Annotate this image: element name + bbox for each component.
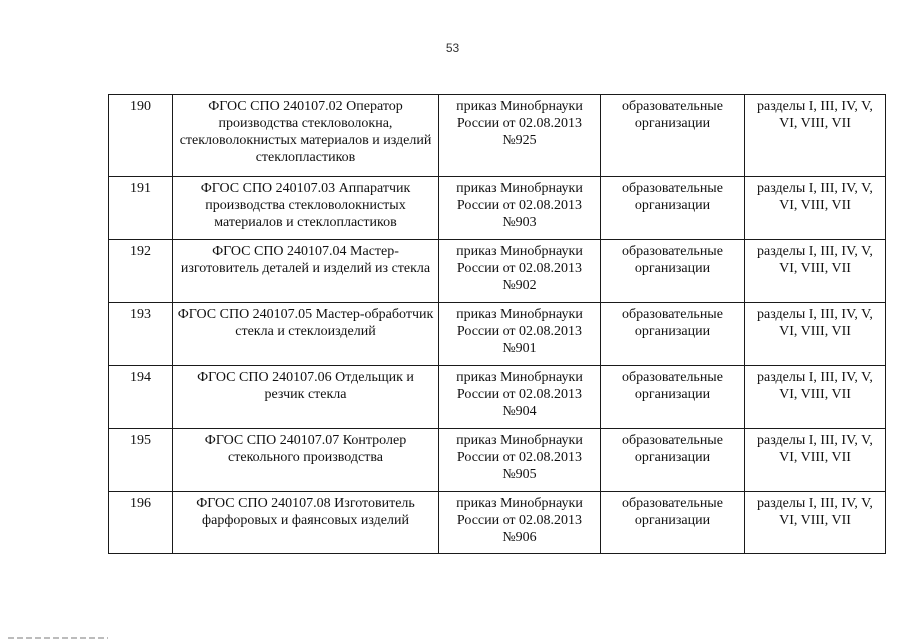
row-number: 193 (109, 303, 173, 366)
table-row (109, 240, 886, 303)
approving-order: приказ Минобрнауки России от 02.08.2013 №901 (439, 303, 601, 366)
table-row (109, 492, 886, 554)
approving-order: приказ Минобрнауки России от 02.08.2013 №925 (439, 95, 601, 177)
standards-table (108, 94, 886, 554)
standard-title: ФГОС СПО 240107.04 Мастер-изготовитель деталей и изделий из стекла (173, 240, 439, 303)
scan-footer-mark (8, 637, 108, 639)
page-number: 53 (445, 41, 460, 55)
table-row (109, 177, 886, 240)
applicable-organizations: образовательные организации (601, 492, 745, 554)
approving-order: приказ Минобрнауки России от 02.08.2013 №906 (439, 492, 601, 554)
applicable-sections: разделы I, III, IV, V, VI, VIII, VII (745, 429, 886, 492)
row-number: 192 (109, 240, 173, 303)
table-row (109, 429, 886, 492)
row-number: 194 (109, 366, 173, 429)
approving-order: приказ Минобрнауки России от 02.08.2013 №902 (439, 240, 601, 303)
standard-title: ФГОС СПО 240107.08 Изготовитель фарфоровых и фаянсовых изделий (173, 492, 439, 554)
standard-title: ФГОС СПО 240107.06 Отдельщик и резчик стекла (173, 366, 439, 429)
applicable-sections: разделы I, III, IV, V, VI, VIII, VII (745, 177, 886, 240)
table-row (109, 95, 886, 177)
applicable-sections: разделы I, III, IV, V, VI, VIII, VII (745, 240, 886, 303)
applicable-organizations: образовательные организации (601, 177, 745, 240)
table-row (109, 366, 886, 429)
standard-title: ФГОС СПО 240107.07 Контролер стекольного производства (173, 429, 439, 492)
row-number: 195 (109, 429, 173, 492)
applicable-organizations: образовательные организации (601, 95, 745, 177)
approving-order: приказ Минобрнауки России от 02.08.2013 №905 (439, 429, 601, 492)
table-row (109, 303, 886, 366)
applicable-organizations: образовательные организации (601, 366, 745, 429)
standard-title: ФГОС СПО 240107.02 Оператор производства стекловолокна, стекловолокнистых материалов и изделий стеклопластиков (173, 95, 439, 177)
applicable-organizations: образовательные организации (601, 303, 745, 366)
row-number: 196 (109, 492, 173, 554)
row-number: 191 (109, 177, 173, 240)
applicable-sections: разделы I, III, IV, V, VI, VIII, VII (745, 303, 886, 366)
row-number: 190 (109, 95, 173, 177)
applicable-organizations: образовательные организации (601, 429, 745, 492)
approving-order: приказ Минобрнауки России от 02.08.2013 №903 (439, 177, 601, 240)
standard-title: ФГОС СПО 240107.03 Аппаратчик производства стекловолокнистых материалов и стеклопластиков (173, 177, 439, 240)
applicable-organizations: образовательные организации (601, 240, 745, 303)
applicable-sections: разделы I, III, IV, V, VI, VIII, VII (745, 492, 886, 554)
applicable-sections: разделы I, III, IV, V, VI, VIII, VII (745, 366, 886, 429)
applicable-sections: разделы I, III, IV, V, VI, VIII, VII (745, 95, 886, 177)
standard-title: ФГОС СПО 240107.05 Мастер-обработчик стекла и стеклоизделий (173, 303, 439, 366)
approving-order: приказ Минобрнауки России от 02.08.2013 №904 (439, 366, 601, 429)
